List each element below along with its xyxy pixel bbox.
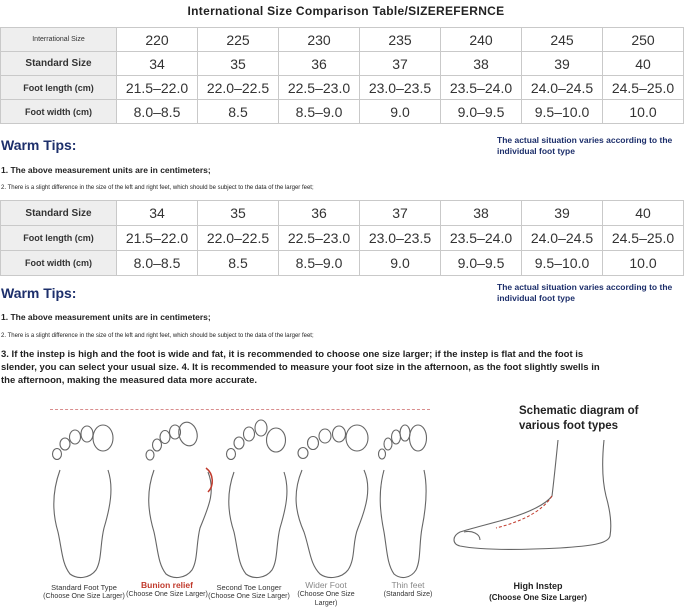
table-cell: 10.0: [603, 100, 684, 124]
table-cell: 37: [360, 201, 441, 226]
table-cell: 35: [198, 52, 279, 76]
table-cell: 34: [117, 52, 198, 76]
table-cell: 22.5–23.0: [279, 226, 360, 251]
tip-units: 1. The above measurement units are in centimeters;: [1, 165, 211, 175]
table-cell: 22.5–23.0: [279, 76, 360, 100]
foot-caption: Wider Foot (Choose One Size Larger): [297, 580, 355, 607]
table-cell: 36: [279, 201, 360, 226]
row-label: Standard Size: [1, 201, 117, 226]
table-cell: 23.0–23.5: [360, 76, 441, 100]
second-toe-longer-foot-icon: [218, 412, 298, 580]
foot-caption: Thin feet (Standard Size): [383, 580, 433, 598]
table-cell: 39: [522, 52, 603, 76]
table-cell: 38: [441, 201, 522, 226]
reference-line: [50, 409, 430, 410]
table-cell: 9.0–9.5: [441, 251, 522, 276]
table-cell: 220: [117, 28, 198, 52]
warm-tips-title: Warm Tips:: [1, 285, 77, 301]
table-cell: 8.5: [198, 100, 279, 124]
table-cell: 225: [198, 28, 279, 52]
row-label: Foot width (cm): [1, 251, 117, 276]
wider-foot-icon: [288, 412, 378, 580]
table-cell: 22.0–22.5: [198, 76, 279, 100]
table-cell: 23.5–24.0: [441, 226, 522, 251]
table-cell: 230: [279, 28, 360, 52]
table-cell: 9.5–10.0: [522, 100, 603, 124]
table-cell: 34: [117, 201, 198, 226]
standard-foot-icon: [42, 412, 122, 580]
table-cell: 38: [441, 52, 522, 76]
tip-instep-advice: 3. If the instep is high and the foot is wide and fat, it is recommended to choose one size larger; if the instep is flat and the foot is slender, you can select your usual size. 4. It is recommended to measure your foot size in the afternoon, as the foot slightly swells in the afternoon, making the measured data more accurate.: [1, 349, 600, 386]
foot-caption: Second Toe Longer (Choose One Size Larger): [208, 583, 290, 600]
table-cell: 35: [198, 201, 279, 226]
table-cell: 8.0–8.5: [117, 100, 198, 124]
size-table-standard: [0, 200, 684, 276]
table-row: [1, 52, 684, 76]
table-cell: 21.5–22.0: [117, 226, 198, 251]
table-cell: 9.0–9.5: [441, 100, 522, 124]
actual-situation-note: The actual situation varies according to the individual foot type: [497, 135, 673, 156]
tip-left-right: 2. There is a slight difference in the size of the left and right feet, which should be subject to the data of the larger feet;: [1, 333, 314, 339]
table-row: [1, 251, 684, 276]
table-cell: 10.0: [603, 251, 684, 276]
table-cell: 24.0–24.5: [522, 76, 603, 100]
tip-units: 1. The above measurement units are in centimeters;: [1, 312, 211, 322]
table-cell: 8.5–9.0: [279, 100, 360, 124]
row-label: Foot length (cm): [1, 226, 117, 251]
table-cell: 8.0–8.5: [117, 251, 198, 276]
table-cell: 22.0–22.5: [198, 226, 279, 251]
foot-caption: Bunion relief (Choose One Size Larger): [126, 580, 208, 598]
warm-tips-title: Warm Tips:: [1, 137, 77, 153]
table-cell: 24.0–24.5: [522, 226, 603, 251]
table-row: [1, 76, 684, 100]
foot-caption: Standard Foot Type (Choose One Size Larger): [43, 583, 125, 600]
row-label: Interrational Size: [1, 28, 117, 52]
table-cell: 235: [360, 28, 441, 52]
table-cell: 9.5–10.0: [522, 251, 603, 276]
thin-foot-icon: [368, 412, 438, 580]
table-cell: 9.0: [360, 100, 441, 124]
high-instep-foot-icon: [450, 440, 620, 570]
table-row: [1, 226, 684, 251]
table-cell: 240: [441, 28, 522, 52]
table-cell: 245: [522, 28, 603, 52]
tip-left-right: 2. There is a slight difference in the size of the left and right feet, which should be subject to the data of the larger feet;: [1, 185, 314, 191]
table-cell: 23.5–24.0: [441, 76, 522, 100]
table-cell: 24.5–25.0: [603, 76, 684, 100]
page-title: International Size Comparison Table/SIZEREFERNCE: [187, 4, 505, 18]
table-cell: 24.5–25.0: [603, 226, 684, 251]
row-label: Foot length (cm): [1, 76, 117, 100]
table-cell: 8.5–9.0: [279, 251, 360, 276]
table-row: [1, 28, 684, 52]
row-label: Foot width (cm): [1, 100, 117, 124]
row-label: Standard Size: [1, 52, 117, 76]
schematic-title: Schematic diagram of various foot types: [519, 405, 639, 432]
table-row: [1, 100, 684, 124]
actual-situation-note: The actual situation varies according to the individual foot type: [497, 282, 673, 303]
table-cell: 250: [603, 28, 684, 52]
table-cell: 40: [603, 201, 684, 226]
high-instep-caption: High Instep (Choose One Size Larger): [489, 581, 587, 602]
table-cell: 36: [279, 52, 360, 76]
table-cell: 9.0: [360, 251, 441, 276]
table-cell: 21.5–22.0: [117, 76, 198, 100]
table-cell: 39: [522, 201, 603, 226]
bunion-foot-icon: [138, 412, 218, 580]
table-cell: 37: [360, 52, 441, 76]
table-cell: 40: [603, 52, 684, 76]
size-table-international: [0, 27, 684, 124]
table-cell: 8.5: [198, 251, 279, 276]
table-row: [1, 201, 684, 226]
table-cell: 23.0–23.5: [360, 226, 441, 251]
